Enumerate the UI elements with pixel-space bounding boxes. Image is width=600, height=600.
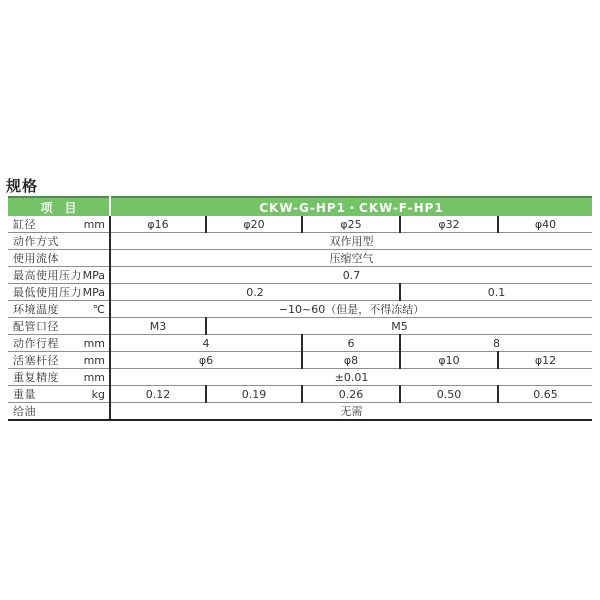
table-row — [8, 369, 592, 386]
row-label-cell — [8, 284, 110, 301]
row-label: 环境温度 — [13, 303, 59, 316]
header-item-cell: 项 目 — [8, 197, 110, 216]
row-label: 缸径 — [13, 218, 36, 231]
row-unit: mm — [83, 370, 105, 384]
row-label-inner — [8, 216, 109, 232]
row-label: 动作方式 — [13, 235, 59, 248]
row-label-cell — [8, 386, 110, 403]
row-label-cell — [8, 318, 110, 335]
row-label-cell — [8, 267, 110, 284]
row-label: 活塞杆径 — [13, 354, 59, 367]
value-cell: 0.50 — [400, 386, 498, 403]
row-label-cell — [8, 301, 110, 318]
table-row — [8, 301, 592, 318]
row-label-inner — [8, 335, 109, 351]
row-label-inner — [8, 318, 109, 334]
value-cell: φ20 — [206, 216, 302, 233]
value-cell: ±0.01 — [110, 369, 592, 386]
row-label: 使用流体 — [13, 252, 59, 265]
value-cell: 0.65 — [498, 386, 592, 403]
row-label-inner — [8, 250, 109, 266]
table-row — [8, 335, 592, 352]
value-cell: 8 — [400, 335, 592, 352]
table-row — [8, 233, 592, 250]
value-cell: 双作用型 — [110, 233, 592, 250]
row-label-inner — [8, 301, 109, 317]
row-label-cell — [8, 233, 110, 250]
row-label-inner — [8, 284, 109, 300]
value-cell: φ6 — [110, 352, 302, 369]
row-unit: ℃ — [92, 302, 105, 316]
row-unit: mm — [83, 217, 105, 231]
spec-table — [8, 196, 592, 421]
value-cell: φ16 — [110, 216, 206, 233]
value-cell: φ32 — [400, 216, 498, 233]
header-model-cell: CKW-G-HP1・CKW-F-HP1 — [110, 197, 592, 216]
row-unit: kg — [91, 387, 105, 401]
row-label-inner — [8, 369, 109, 385]
table-row — [8, 403, 592, 421]
table-row — [8, 352, 592, 369]
value-cell: M3 — [110, 318, 206, 335]
value-cell: 0.26 — [302, 386, 400, 403]
value-cell: 压缩空气 — [110, 250, 592, 267]
row-label-cell — [8, 352, 110, 369]
value-cell: φ25 — [302, 216, 400, 233]
table-row — [8, 250, 592, 267]
row-label-inner — [8, 233, 109, 249]
row-label-cell — [8, 216, 110, 233]
row-label: 重复精度 — [13, 371, 59, 384]
value-cell: φ12 — [498, 352, 592, 369]
row-label-inner — [8, 403, 109, 419]
value-cell: 0.12 — [110, 386, 206, 403]
row-label: 重量 — [13, 388, 36, 401]
table-row — [8, 267, 592, 284]
row-unit: mm — [83, 336, 105, 350]
row-label-inner — [8, 386, 109, 402]
value-cell: 0.19 — [206, 386, 302, 403]
row-label-inner — [8, 267, 109, 283]
row-label-cell — [8, 335, 110, 352]
value-cell: 0.7 — [110, 267, 592, 284]
row-label-cell — [8, 369, 110, 386]
row-label-inner — [8, 352, 109, 368]
value-cell: 0.1 — [400, 284, 592, 301]
value-cell: 4 — [110, 335, 302, 352]
row-label: 给油 — [13, 405, 36, 418]
table-header-row — [8, 197, 592, 216]
table-row — [8, 284, 592, 301]
page-title: 规格 — [6, 177, 39, 195]
table-row — [8, 318, 592, 335]
row-unit: MPa — [82, 285, 105, 299]
value-cell: φ10 — [400, 352, 498, 369]
row-label: 动作行程 — [13, 337, 59, 350]
value-cell: 0.2 — [110, 284, 400, 301]
row-label-cell — [8, 250, 110, 267]
row-unit: MPa — [82, 268, 105, 282]
row-label: 最低使用压力 — [13, 286, 82, 299]
row-unit: mm — [83, 353, 105, 367]
value-cell: M5 — [206, 318, 592, 335]
value-cell: 无需 — [110, 403, 592, 421]
value-cell: φ40 — [498, 216, 592, 233]
table-row — [8, 386, 592, 403]
spec-table-body — [8, 216, 592, 420]
value-cell: 6 — [302, 335, 400, 352]
value-cell: −10~60（但是，不得冻结） — [110, 301, 592, 318]
row-label: 配管口径 — [13, 320, 59, 333]
table-row — [8, 216, 592, 233]
value-cell: φ8 — [302, 352, 400, 369]
row-label-cell — [8, 403, 110, 421]
row-label: 最高使用压力 — [13, 269, 82, 282]
